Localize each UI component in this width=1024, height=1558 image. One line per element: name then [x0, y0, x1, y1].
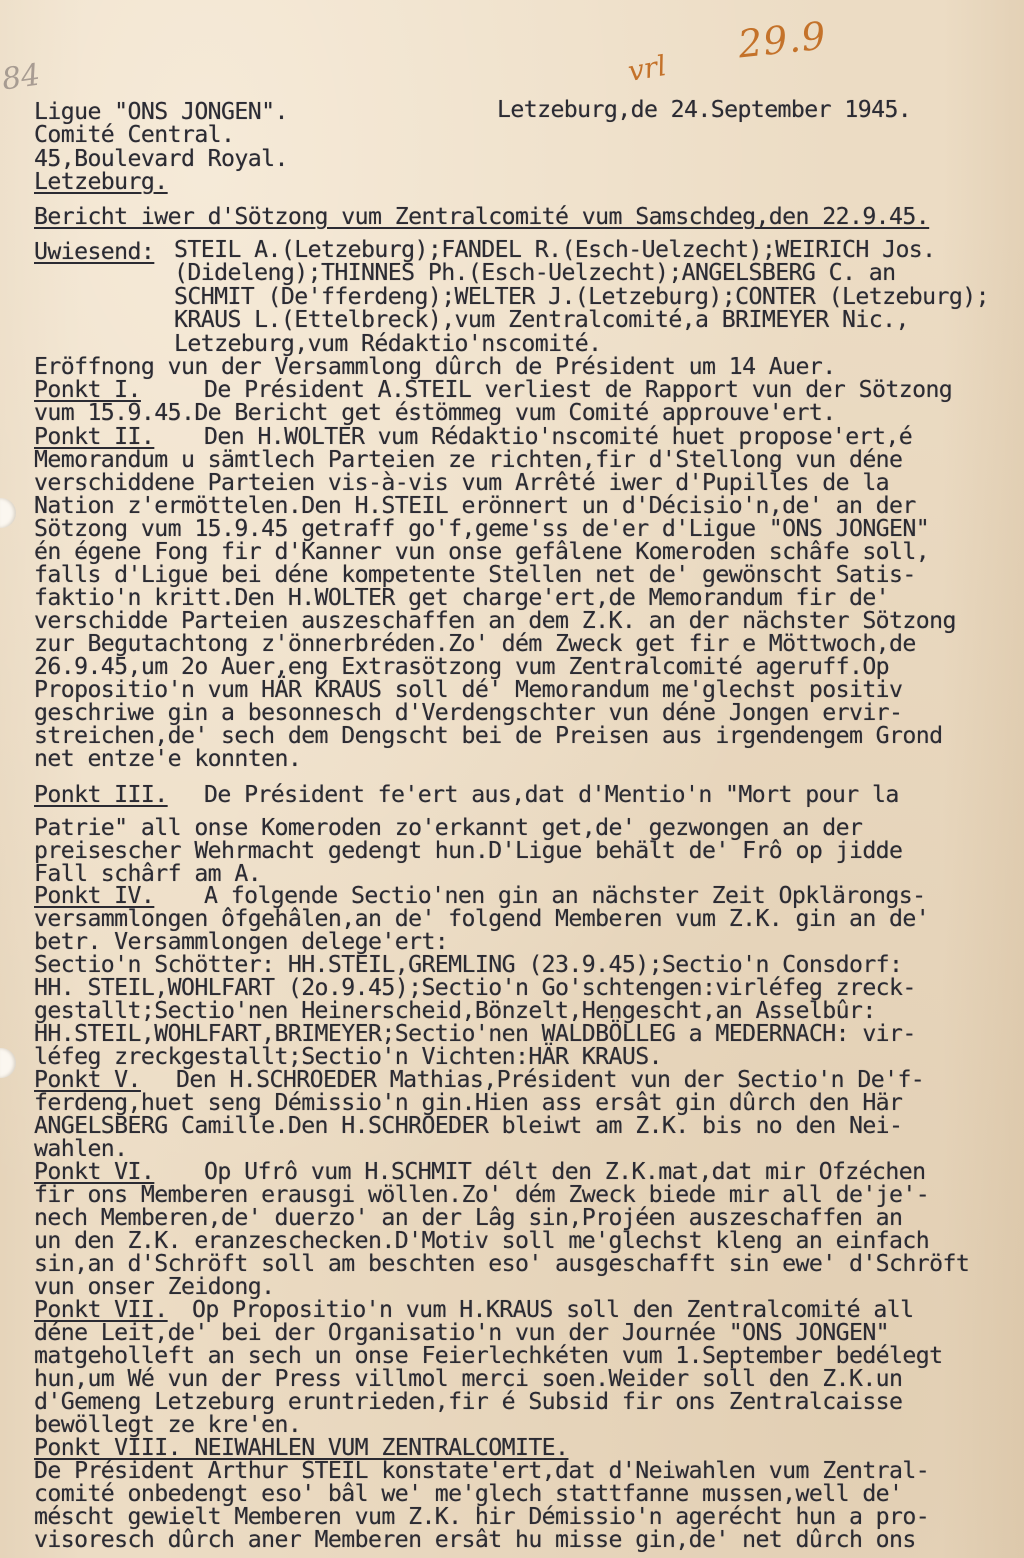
sender-line-1: Ligue "ONS JONGEN". [34, 98, 288, 125]
attendance-line: KRAUS L.(Ettelbreck),vum Zentralcomité,a BRIMEYER Nic., [174, 306, 909, 333]
point-2-line: verschidde Parteien auszeschaffen an dem Z.K. an der nächster Sötzong [34, 607, 956, 634]
point-2-line: Memorandum u sämtlech Parteien ze richten,fir d'Stellong vun déne [34, 446, 903, 473]
point-2-line: 26.9.45,um 2o Auer,eng Extrasötzong vum Zentralcomité ageruff.Op [34, 653, 890, 680]
attendance-line: SCHMIT (De'fferdeng);WELTER J.(Letzeburg);CONTER (Letzeburg); [174, 283, 989, 310]
attendance-label: Uwiesend: [34, 238, 155, 265]
point-7-line: hun,um Wé vun der Press villmol merci soen.Weider soll den Z.K.un [34, 1365, 903, 1392]
point-4-line: HH.STEIL,WOHLFART,BRIMEYER;Sectio'nen WALDBÖLLEG a MEDERNACH: vir- [34, 1020, 916, 1047]
point-8-line: comité onbedengt eso' bâl we' me'glech stattfanne mussen,well de' [34, 1480, 903, 1507]
point-7-line: bewöllegt ze kre'en. [34, 1411, 302, 1438]
point-4-line: HH. STEIL,WOHLFART (2o.9.45);Sectio'n Go'schtengen:virléfeg zreck- [34, 974, 916, 1001]
attendance-line: (Dideleng);THINNES Ph.(Esch-Uelzecht);ANGELSBERG C. an [174, 259, 896, 286]
point-label-6: Ponkt VI. [34, 1158, 155, 1185]
point-2-line: net entze'e konnten. [34, 745, 302, 772]
point-6-line: vun onser Zeidong. [34, 1273, 275, 1300]
point-3-line: De Président fe'ert aus,dat d'Mentio'n "Mort pour la [204, 781, 899, 808]
point-5-line: Den H.SCHROEDER Mathias,Président vun der Sectio'n De'f- [176, 1066, 925, 1093]
point-6-line: sin,an d'Schröft soll am beschten eso' ausgeschafft sin ewe' d'Schröft [34, 1250, 970, 1277]
sender-line-4: Letzeburg. [34, 168, 168, 195]
point-4-line: gestallt;Sectio'nen Heinerscheid,Bönzelt,Hengescht,an Asselbûr: [34, 997, 876, 1024]
point-4-line: Sectio'n Schötter: HH.STEIL,GREMLING (23.9.45);Sectio'n Consdorf: [34, 951, 903, 978]
point-4-line: léfeg zreckgestallt;Sectio'n Vichten:HÄR KRAUS. [34, 1043, 662, 1070]
point-4-line: betr. Versammlongen delege'ert: [34, 928, 449, 955]
point-3-line: preisescher Wehrmacht gedengt hun.D'Ligue behält de' Frô op jidde [34, 837, 903, 864]
opening-line: Eröffnong vun der Versammlong dûrch de Président um 14 Auer. [34, 353, 836, 380]
point-label-2: Ponkt II. [34, 423, 155, 450]
punch-hole-bottom [0, 1048, 16, 1078]
point-1-line: vum 15.9.45.De Bericht get éstömmeg vum Comité approuve'ert. [34, 399, 836, 426]
date-line: Letzeburg,de 24.September 1945. [497, 96, 912, 123]
point-6-line: nech Memberen,de' duerzo' an der Lâg sin,Projéen auszeschaffen an [34, 1204, 903, 1231]
point-3-line: Patrie" all onse Komeroden zo'erkannt get,de' gezwongen an der [34, 814, 863, 841]
point-5-line: wahlen. [34, 1135, 128, 1162]
point-2-line: zur Begutachtong z'önnerbréden.Zo' dém Zweck get fir e Möttwoch,de [34, 630, 916, 657]
point-8-line: méscht gewielt Memberen vum Z.K. hir Démissio'n agerécht hun a pro- [34, 1503, 930, 1530]
point-2-line: faktio'n kritt.Den H.WOLTER get charge'ert,de Memorandum fir de' [34, 584, 890, 611]
punch-hole-top [0, 498, 16, 528]
point-2-line: Sötzong vum 15.9.45 getraff go'f,geme'ss de'er d'Ligue "ONS JONGEN" [34, 515, 930, 542]
point-4-line: versammlongen ôfgehâlen,an de' folgend Memberen vum Z.K. gin an de' [34, 905, 930, 932]
point-2-line: falls d'Ligue bei déne kompetente Stellen net de' gewönscht Satis- [34, 561, 916, 588]
point-label-5: Ponkt V. [34, 1066, 141, 1093]
point-5-line: ferdeng,huet seng Démissio'n gin.Hien ass ersât gin dûrch den Här [34, 1089, 903, 1116]
report-title: Bericht iwer d'Sötzong vum Zentralcomité vum Samschdeg,den 22.9.45. [34, 203, 930, 230]
point-2-line: streichen,de' sech dem Dengscht bei de Preisen aus irgendengem Grond [34, 722, 943, 749]
point-label-1: Ponkt I. [34, 376, 141, 403]
point-6-line: un den Z.K. eranzeschecken.D'Motiv soll me'glechst kleng an einfach [34, 1227, 930, 1254]
point-label-8: Ponkt VIII. NEIWAHLEN VUM ZENTRALCOMITE. [34, 1434, 569, 1461]
point-4-line: A folgende Sectio'nen gin an nächster Zeit Opklärongs- [204, 882, 926, 909]
point-2-line: Nation z'ermöttelen.Den H.STEIL erönnert un d'Décisio'n,de' an der [34, 492, 916, 519]
point-2-line: Den H.WOLTER vum Rédaktio'nscomité huet propose'ert,é [204, 423, 913, 450]
point-label-7: Ponkt VII. [34, 1296, 168, 1323]
point-8-line: De Président Arthur STEIL konstate'ert,dat d'Neiwahlen vum Zentral- [34, 1457, 930, 1484]
point-7-line: d'Gemeng Letzeburg eruntrieden,fir é Subsid fir ons Zentralcaisse [34, 1388, 903, 1415]
point-6-line: Op Ufrô vum H.SCHMIT délt den Z.K.mat,dat mir Ofzéchen [204, 1158, 926, 1185]
point-5-line: ANGELSBERG Camille.Den H.SCHROEDER bleiwt am Z.K. bis no den Nei- [34, 1112, 903, 1139]
point-2-line: verschiddene Parteien vis-à-vis vum Arrêté iwer d'Pupilles de la [34, 469, 890, 496]
sender-line-2: Comité Central. [34, 121, 235, 148]
attendance-line: Letzeburg,vum Rédaktio'nscomité. [174, 330, 602, 357]
sender-line-3: 45,Boulevard Royal. [34, 145, 288, 172]
handwritten-date-note: 29.9 [735, 13, 829, 67]
point-label-4: Ponkt IV. [34, 882, 155, 909]
point-6-line: fir ons Memberen erausgi wöllen.Zo' dém Zweck biede mir all de'je'- [34, 1181, 930, 1208]
handwritten-initials: vrl [625, 48, 669, 89]
point-2-line: én égene Fong fir d'Kanner vun onse gefâlene Komeroden schâfe soll, [34, 538, 930, 565]
handwritten-corner-mark: 84 [0, 57, 43, 98]
point-label-3: Ponkt III. [34, 781, 168, 808]
point-2-line: geschriwe gin a besonnesch d'Verdengschter vun déne Jongen ervir- [34, 699, 903, 726]
point-8-line: visoresch dûrch aner Memberen ersât hu misse gin,de' net dûrch ons [34, 1526, 916, 1553]
point-3-line: Fall schârf am A. [34, 860, 262, 887]
point-7-line: Op Propositio'n vum H.KRAUS soll den Zentralcomité all [192, 1296, 914, 1323]
attendance-line: STEIL A.(Letzeburg);FANDEL R.(Esch-Uelzecht);WEIRICH Jos. [174, 236, 936, 263]
point-7-line: matgeholleft an sech un onse Feierlechkéten vum 1.September bedélegt [34, 1342, 943, 1369]
point-7-line: déne Leit,de' bei der Organisatio'n vun der Journée "ONS JONGEN" [34, 1319, 890, 1346]
point-2-line: Propositio'n vum HÄR KRAUS soll dé' Memorandum me'glechst positiv [34, 676, 903, 703]
point-1-line: De Président A.STEIL verliest de Rapport vun der Sötzong [204, 376, 953, 403]
